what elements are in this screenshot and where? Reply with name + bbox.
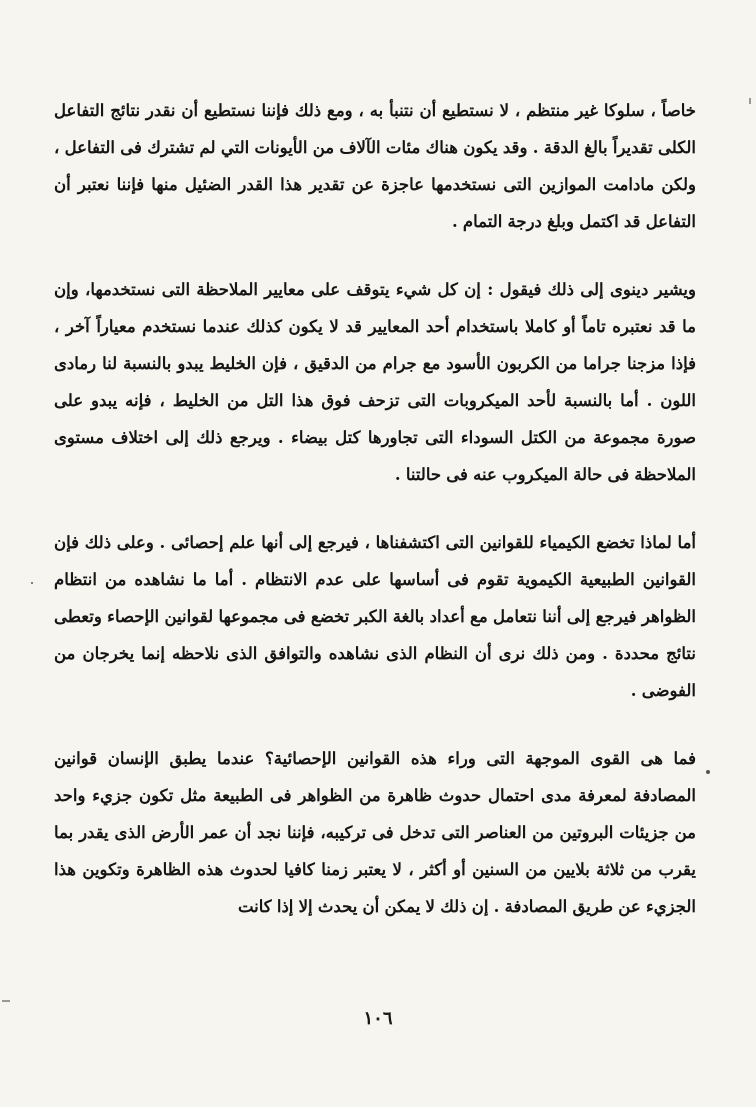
paragraph-2: ويشير دينوى إلى ذلك فيقول : إن كل شيء يتوقف على معايير الملاحظة التى نستخدمها، وإن ما قد نعتبره تاماً أو كاملا باستخدام أحد المعايير قد لا يكون كذلك عندما نستخدم معياراً آخر ، فإذا مزجنا جراما من الكربون الأسود مع جرام من الدقيق ، فإن الخليط يبدو بالنسبة لنا رمادى اللون . أما بالنسبة لأحد الميكروبات التى تزحف فوق هذا التل من الخليط ، فإنه يبدو على صورة مجموعة من الكتل السوداء التى تجاورها كتل بيضاء . ويرجع ذلك إلى اختلاف مستوى الملاحظة فى حالة الميكروب عنه فى حالتنا . — [54, 280, 696, 484]
scan-edge-mark — [749, 98, 751, 104]
paragraph-4: فما هى القوى الموجهة التى وراء هذه القوانين الإحصائية؟ عندما يطبق الإنسان قوانين المصادفة لمعرفة مدى احتمال حدوث ظاهرة من الظواهر فى الطبيعة مثل تكون جزيء واحد من جزيئات البروتين من العناصر التى تدخل فى تركيبه، فإننا نجد أن عمر الأرض الذى يقدر بما يقرب من ثلاثة بلايين من السنين أو أكثر ، لا يعتبر زمنا كافيا لحدوث هذه الظاهرة وتكوين هذا الجزيء عن طريق المصادفة . إن ذلك لا يمكن أن يحدث إلا إذا كانت — [54, 749, 696, 916]
paragraph-1: خاصاً ، سلوكا غير منتظم ، لا نستطيع أن نتنبأ به ، ومع ذلك فإننا نستطيع أن نقدر نتائج التفاعل الكلى تقديراً بالغ الدقة . وقد يكون هناك مئات الآلاف من الأيونات التي لم تشترك فى التفاعل ، ولكن مادامت الموازين التى نستخدمها عاجزة عن تقدير هذا القدر الضئيل منها فإننا نعتبر أن التفاعل قد اكتمل وبلغ درجة التمام . — [54, 101, 696, 231]
scan-speck — [31, 582, 33, 584]
page-number: ١٠٦ — [363, 1008, 393, 1029]
page-body — [54, 92, 696, 925]
scan-edge-mark — [2, 1000, 10, 1002]
paragraph-3: أما لماذا تخضع الكيمياء للقوانين التى اكتشفناها ، فيرجع إلى أنها علم إحصائى . وعلى ذلك فإن القوانين الطبيعية الكيموية تقوم فى أساسها على عدم الانتظام . أما ما نشاهده من انتظام الظواهر فيرجع إلى أننا نتعامل مع أعداد بالغة الكبر تخضع فى مجموعها لقوانين الإحصاء وتعطى نتائج محددة . ومن ذلك نرى أن النظام الذى نشاهده والتوافق الذى نلاحظه إنما يخرجان من الفوضى . — [54, 533, 696, 700]
scan-speck — [706, 770, 710, 774]
